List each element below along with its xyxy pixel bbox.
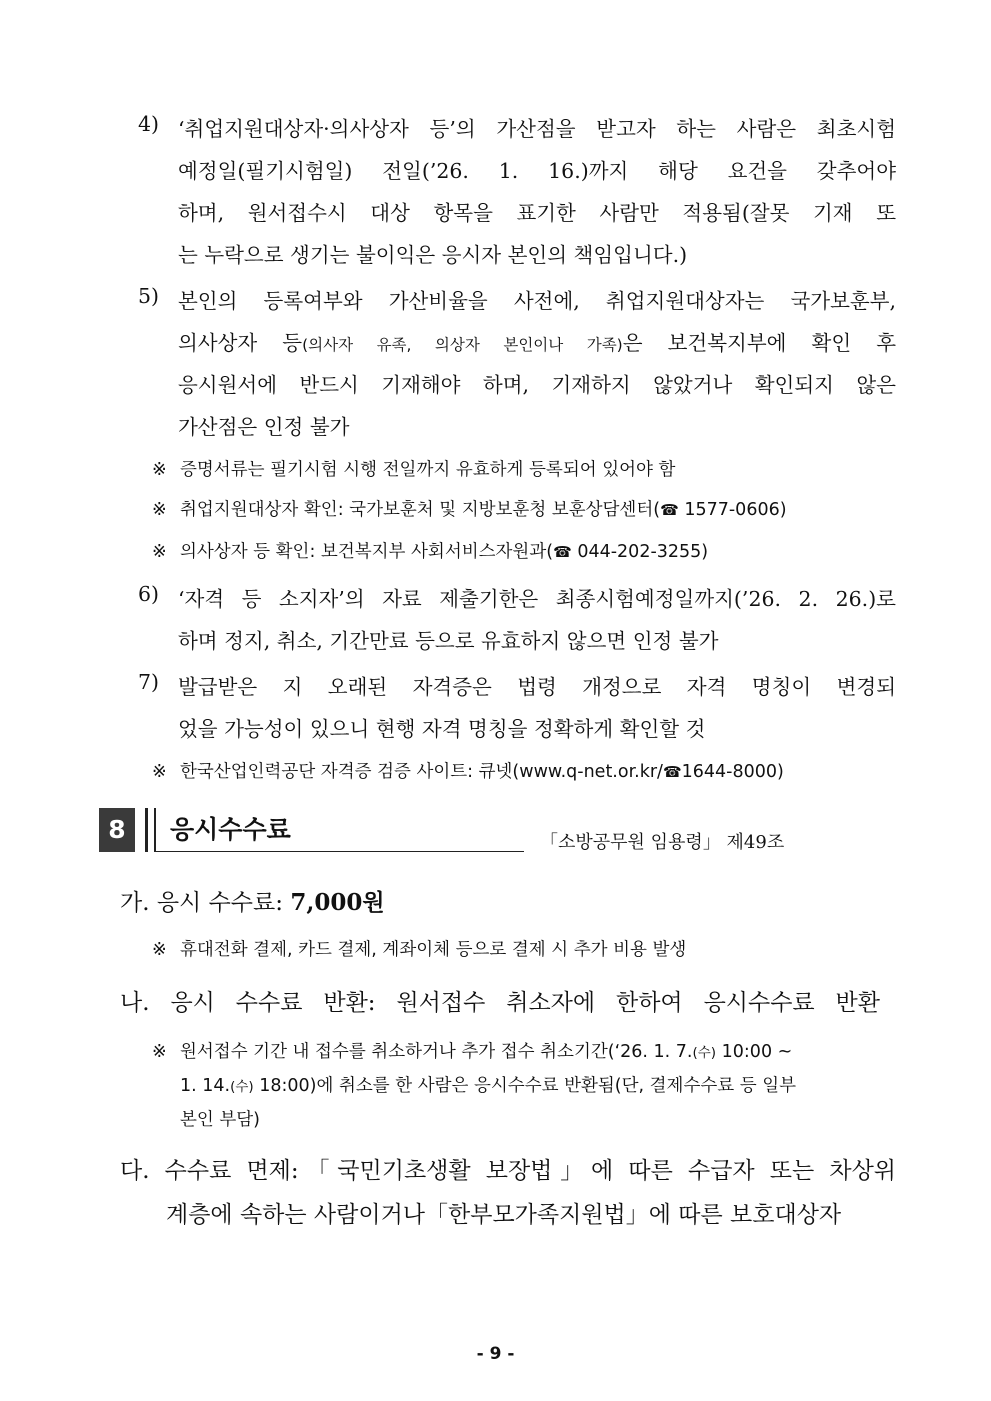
item-5-line-4: 가산점은 인정 불가 [178,415,350,439]
note-text: 의사상자 등 확인: 보건복지부 사회서비스자원과( [180,542,554,562]
note-mark: ※ [152,762,167,782]
section-title: 응시수수료 [170,815,291,844]
fee-note-na-line-1 [152,1038,894,1063]
item-5-line-2-text-b: 은 보건복지부에 확인 후 [622,331,897,355]
item-7-line-2: 었을 가능성이 있으니 현행 자격 명칭을 정확하게 확인할 것 [178,717,706,741]
item-6-line-2: 하며 정지, 취소, 기간만료 등으로 유효하지 않으면 인정 불가 [178,629,719,653]
note-3 [152,538,708,563]
phone-icon: ☎ [553,543,572,561]
item-4-line-2: 예정일(필기시험일) 전일(’26. 1. 16.)까지 해당 요건을 갖추어야 [178,159,896,183]
item-5-line-2-text-a: 의사상자 등 [178,331,303,355]
fee-amount: 7,000원 [290,889,385,916]
note-text: 한국산업인력공단 자격증 검증 사이트: 큐넷(www.q-net.or.kr/ [180,762,663,782]
fee-label: 가. 응시 수수료: [120,890,291,916]
item-4-line-3: 하며, 원서접수시 대상 항목을 표기한 사람만 적용됨(잘못 기재 또 [178,201,896,225]
item-number: 5) [138,284,160,308]
fee-item-da-line-1: 다. 수수료 면제:「국민기초생활 보장법」에 따른 수급자 또는 차상위 [120,1158,896,1184]
section-legal-reference: 「소방공무원 임용령」 제49조 [540,832,785,853]
phone-number: 1577-0606) [678,500,787,520]
item-number: 6) [138,582,160,606]
note-mark: ※ [152,542,167,562]
note-text: 원서접수 기간 내 접수를 취소하거나 추가 접수 취소기간(‘26. 1. 7. [180,1042,693,1062]
item-4-line-1: ‘취업지원대상자·의사상자 등’의 가산점을 받고자 하는 사람은 최초시험 [178,117,896,141]
note-1 [152,456,675,481]
weekday: (수) [230,1079,254,1095]
note-mark: ※ [152,940,167,960]
note-2 [152,496,787,521]
item-5-line-2-small: (의사자 유족, 의상자 본인이나 가족) [302,336,623,354]
item-4-line-4: 는 누락으로 생기는 불이익은 응시자 본인의 책임입니다.) [178,243,688,267]
phone-icon: ☎ [662,763,682,781]
phone-icon: ☎ [660,501,679,519]
section-divider-bar [154,808,156,852]
note-text: 10:00 ~ [716,1042,793,1062]
note-text: 18:00)에 취소를 한 사람은 응시수수료 반환됨(단, 결제수수료 등 일부 [253,1076,797,1096]
section-divider-bar [145,808,148,852]
note-text: 1. 14. [180,1076,231,1096]
note-4 [152,758,784,783]
note-text: 휴대전화 결제, 카드 결제, 계좌이체 등으로 결제 시 추가 비용 발생 [180,940,687,960]
fee-note-na-line-3: 본인 부담) [180,1110,261,1130]
note-mark: ※ [152,1042,167,1062]
item-5-line-2 [178,326,896,356]
item-6-line-1: ‘자격 등 소지자’의 자료 제출기한은 최종시험예정일까지(’26. 2. 26.)로 [178,587,896,611]
fee-item-ga [120,884,385,917]
page-number: - 9 - [476,1344,515,1364]
note-mark: ※ [152,500,167,520]
item-5-line-3: 응시원서에 반드시 기재해야 하며, 기재하지 않았거나 확인되지 않은 [178,373,896,397]
note-mark: ※ [152,460,167,480]
section-underline [154,851,524,852]
fee-note-ga [152,936,686,961]
note-text: 취업지원대상자 확인: 국가보훈처 및 지방보훈청 보훈상담센터( [180,500,661,520]
item-number: 7) [138,670,160,694]
item-number: 4) [138,112,160,136]
fee-item-na: 나. 응시 수수료 반환: 원서접수 취소자에 한하여 응시수수료 반환 [120,990,880,1016]
fee-item-da-line-2: 계층에 속하는 사람이거나「한부모가족지원법」에 따른 보호대상자 [166,1202,842,1228]
fee-note-na-line-2 [180,1072,894,1097]
phone-number: 1644-8000) [681,762,784,782]
weekday: (수) [692,1045,717,1061]
item-5-line-1: 본인의 등록여부와 가산비율을 사전에, 취업지원대상자는 국가보훈부, [178,289,896,313]
item-7-line-1: 발급받은 지 오래된 자격증은 법령 개정으로 자격 명칭이 변경되 [178,675,896,699]
note-text: 증명서류는 필기시험 시행 전일까지 유효하게 등록되어 있어야 함 [180,460,676,480]
phone-number: 044-202-3255) [571,542,709,562]
section-number-badge: 8 [99,808,135,852]
